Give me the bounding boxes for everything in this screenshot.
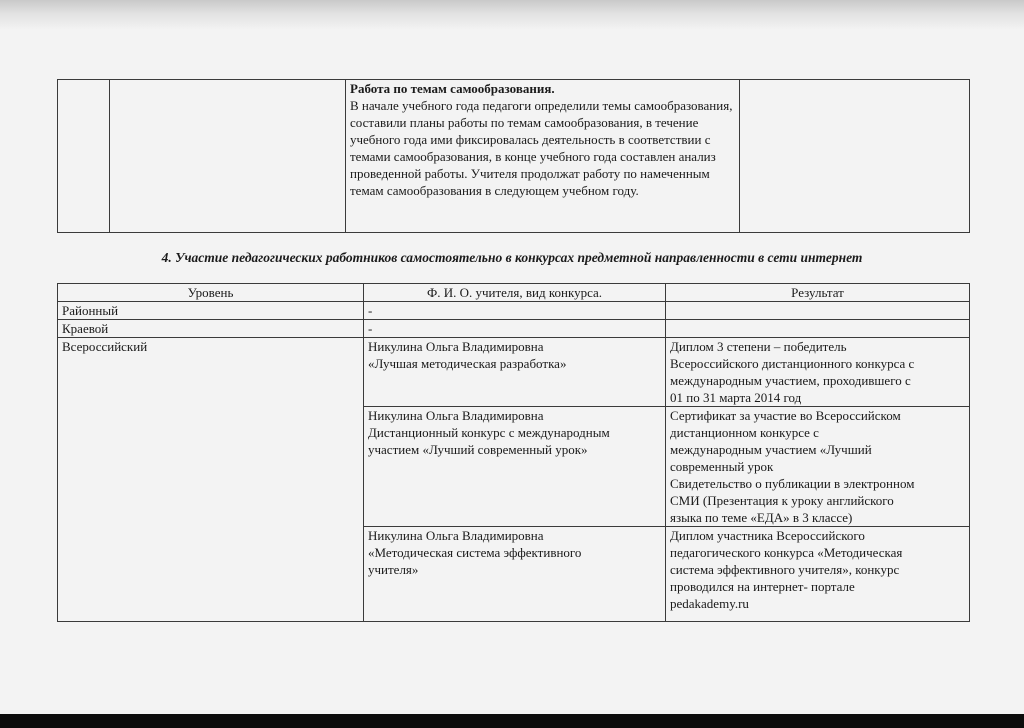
self-education-text: В начале учебного года педагоги определили темы самообразования, составили планы работы по темам самообразования, в течение учебного года ими фиксировалась деятельность в соответствии с темами самообразования, в конце учебного года составлен анализ проведенной работы. Учителя продолжат работу по намеченным темам самообразования в следующем учебном году. xyxy=(350,98,733,198)
header-level: Уровень xyxy=(58,284,364,302)
table-header-row xyxy=(58,284,970,302)
result-cell: Сертификат за участие во Всероссийском дистанционном конкурсе с международным участием «Лучший современный урок Свидетельство о публикации в электронном СМИ (Презентация к уроку английского языка по теме «ЕДА» в 3 классе) xyxy=(666,407,970,527)
teacher-cell: Никулина Ольга Владимировна «Методическая система эффективного учителя» xyxy=(364,527,666,622)
section-heading: 4. Участие педагогических работников самостоятельно в конкурсах предметной направленности в сети интернет xyxy=(161,250,863,265)
result-cell: Диплом 3 степени – победитель Всероссийского дистанционного конкурса с международным участием, проходившего с 01 по 31 марта 2014 год xyxy=(666,338,970,407)
empty-cell xyxy=(58,80,110,233)
level-cell: Всероссийский xyxy=(58,338,364,622)
table-row xyxy=(58,80,970,233)
teacher-cell: - xyxy=(364,302,666,320)
teacher-cell: Никулина Ольга Владимировна Дистанционный конкурс с международным участием «Лучший современный урок» xyxy=(364,407,666,527)
contests-table xyxy=(57,283,970,622)
header-teacher: Ф. И. О. учителя, вид конкурса. xyxy=(364,284,666,302)
result-cell xyxy=(666,302,970,320)
scan-bottom-edge xyxy=(0,714,1024,728)
empty-cell xyxy=(740,80,970,233)
scan-top-shadow xyxy=(0,0,1024,30)
self-education-title: Работа по темам самообразования. xyxy=(350,81,555,96)
level-cell: Краевой xyxy=(58,320,364,338)
self-education-table xyxy=(57,79,970,233)
self-education-cell xyxy=(346,80,740,233)
empty-cell xyxy=(110,80,346,233)
table-row xyxy=(58,338,970,407)
teacher-cell: - xyxy=(364,320,666,338)
header-result: Результат xyxy=(666,284,970,302)
level-cell: Районный xyxy=(58,302,364,320)
teacher-cell: Никулина Ольга Владимировна «Лучшая методическая разработка» xyxy=(364,338,666,407)
result-cell xyxy=(666,320,970,338)
result-cell: Диплом участника Всероссийского педагогического конкурса «Методическая система эффективного учителя», конкурс проводился на интернет- портале pedakademy.ru xyxy=(666,527,970,622)
table-row xyxy=(58,302,970,320)
table-row xyxy=(58,320,970,338)
